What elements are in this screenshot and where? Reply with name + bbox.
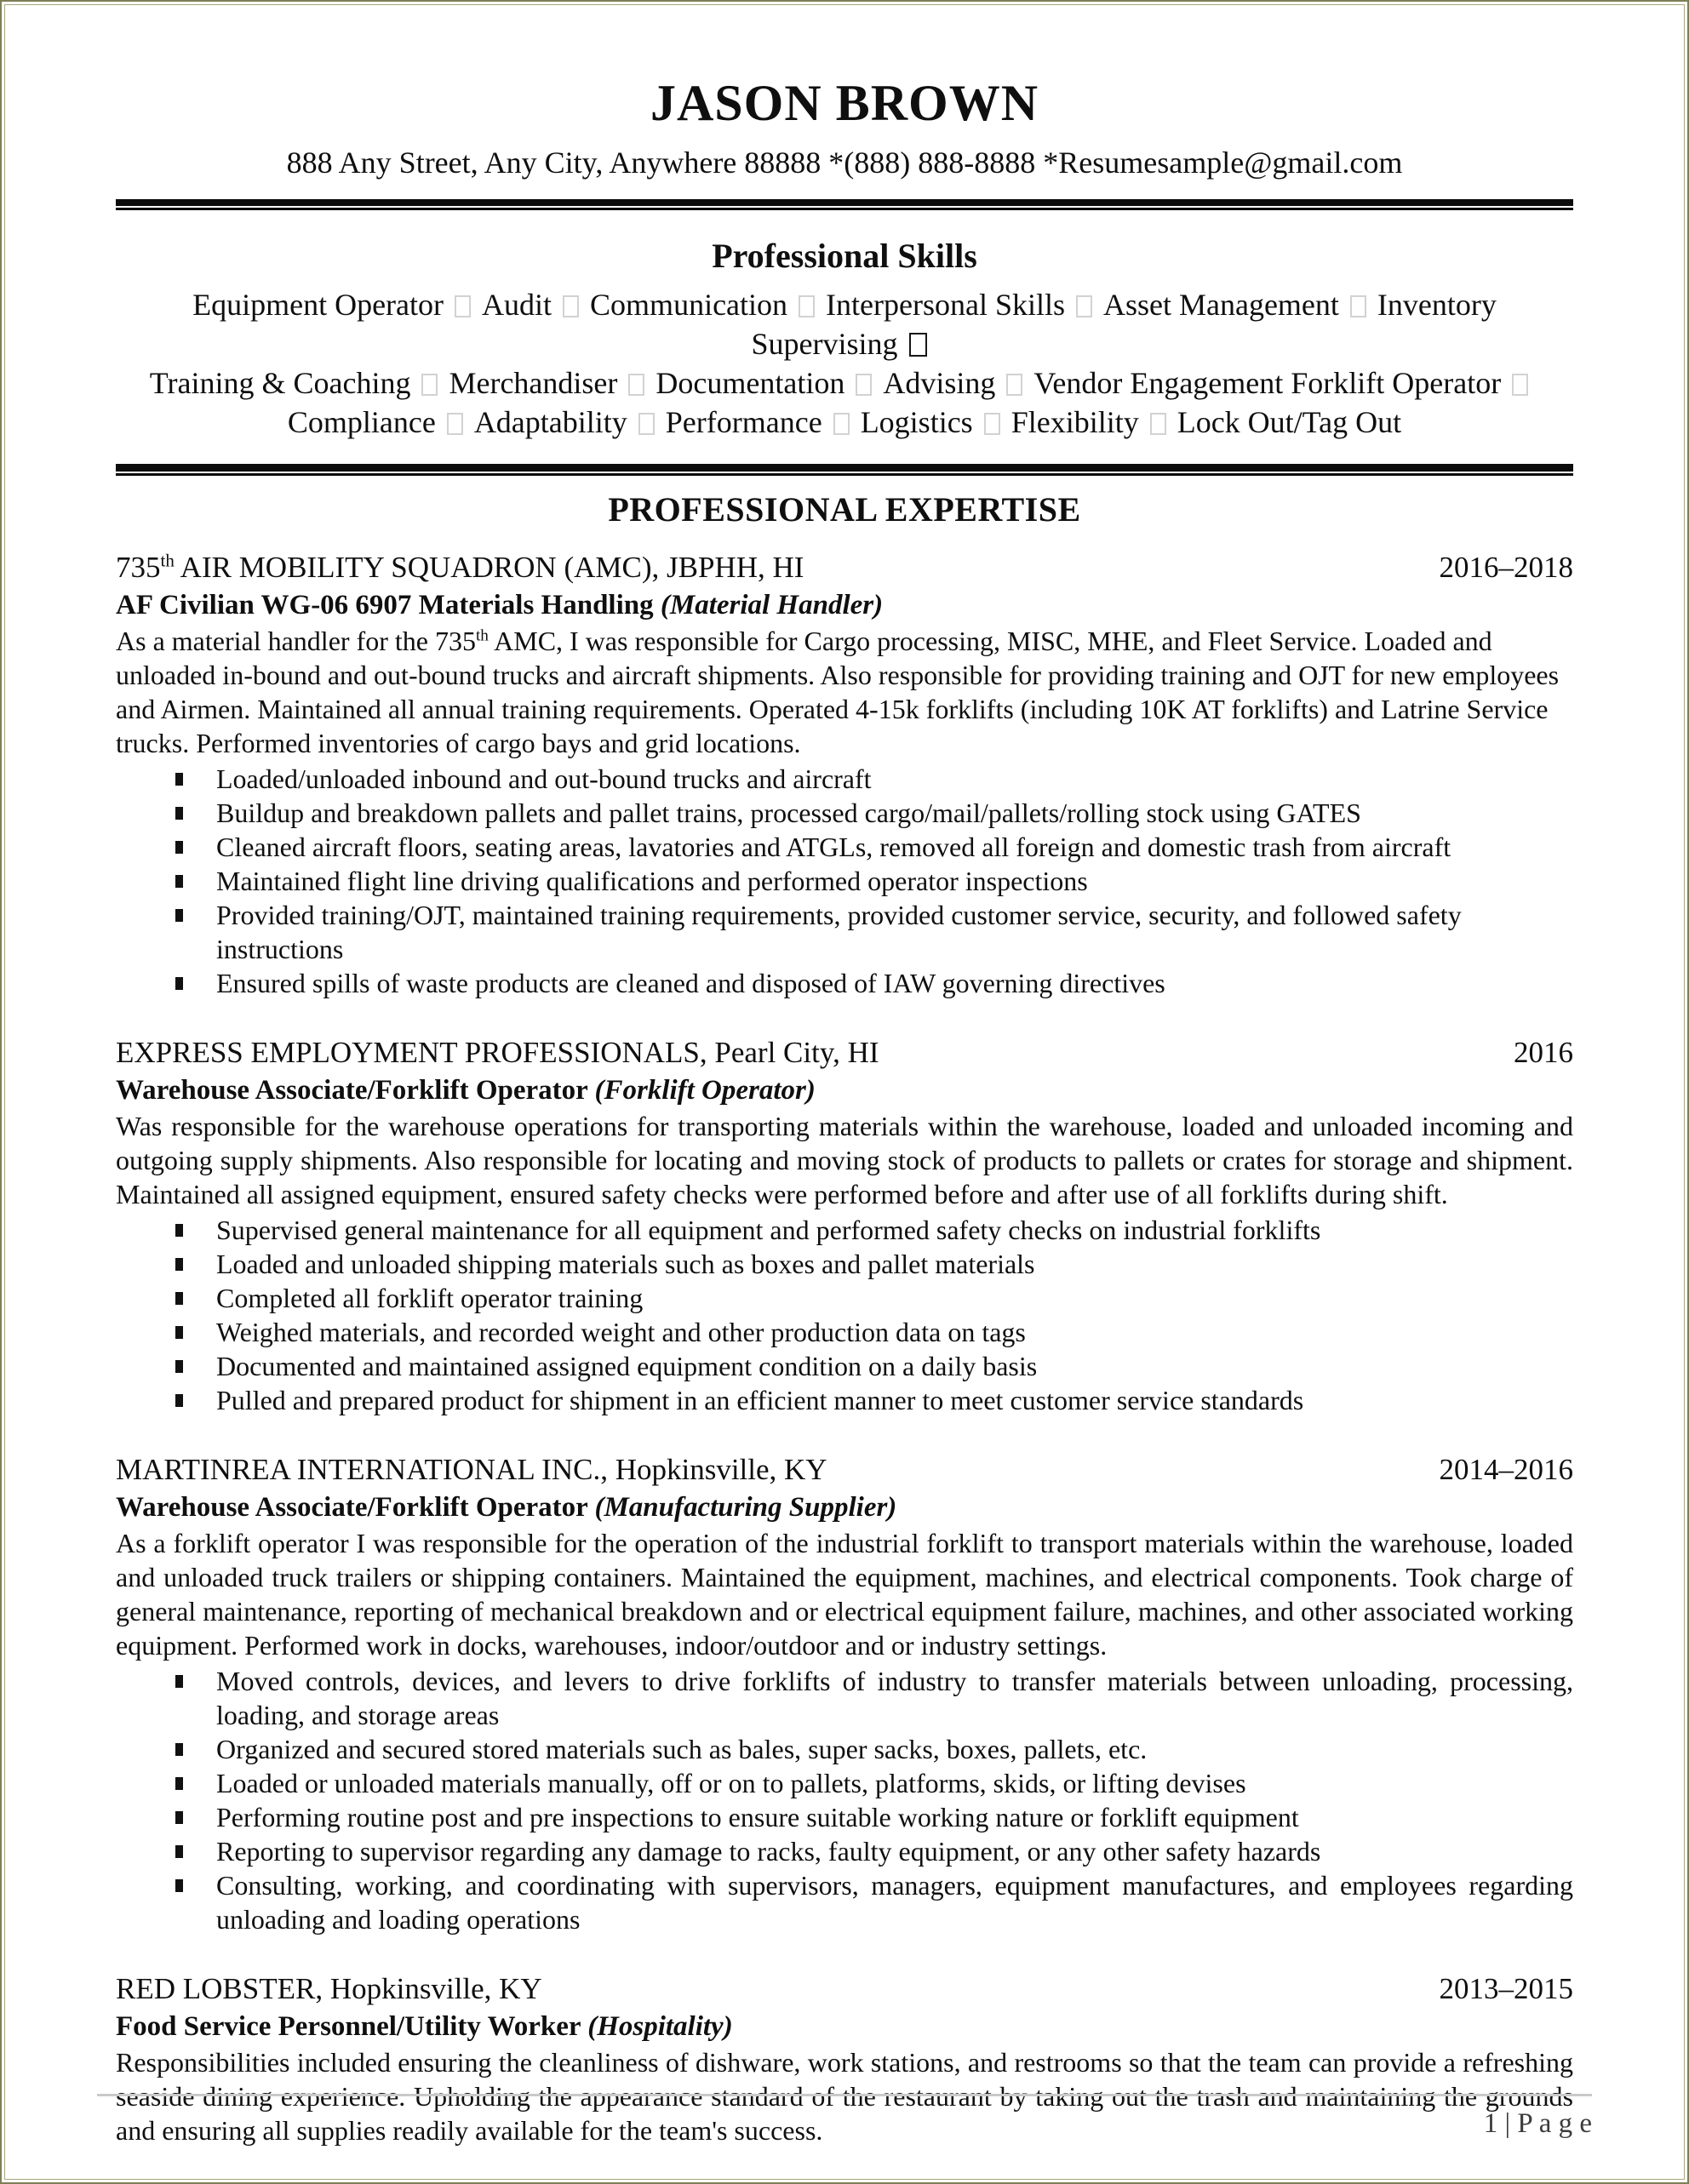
text-segment: Was responsible for the warehouse operations for transporting materials within the warehouse, loaded and unloaded incoming and outgoing supply shipments. Also responsible for locating and moving stock of products to pallets or crates for storage and shipment. Maintained all assigned equipment, ensured safety checks were performed before and after use of all forklifts during shift. bbox=[116, 1111, 1573, 1209]
bullet-square-icon bbox=[175, 1777, 183, 1790]
separator-box-icon bbox=[455, 295, 471, 317]
skills-list bbox=[116, 285, 1573, 442]
experience-bullet bbox=[116, 1834, 1573, 1868]
skill-item: Performance bbox=[665, 405, 822, 439]
bullet-text: Maintained flight line driving qualifications and performed operator inspections bbox=[216, 866, 1088, 896]
bullet-text: Supervised general maintenance for all equipment and performed safety checks on industrial forklifts bbox=[216, 1215, 1321, 1245]
job-title bbox=[116, 1489, 1573, 1526]
separator-box-icon bbox=[1150, 413, 1166, 435]
text-segment: 735 bbox=[116, 551, 161, 584]
job-title-main: Warehouse Associate/Forklift Operator bbox=[116, 1492, 595, 1523]
text-segment: Responsibilities included ensuring the cleanliness of dishware, work stations, and restrooms so that the team can provide a refreshing seaside dining experience. Upholding the appearance standard of the restaurant by taking out the trash and maintaining the grounds and ensuring all supplies readily available for the team's success. bbox=[116, 2047, 1573, 2146]
experience-bullet bbox=[116, 864, 1573, 898]
skills-heading: Professional Skills bbox=[712, 237, 977, 275]
experience-bullet bbox=[116, 1766, 1573, 1800]
bullet-square-icon bbox=[175, 977, 183, 990]
superscript-text: th bbox=[160, 550, 175, 571]
bullet-square-icon bbox=[175, 1879, 183, 1892]
separator-box-icon bbox=[1512, 374, 1528, 396]
job-title-main: AF Civilian WG-06 6907 Materials Handling bbox=[116, 590, 661, 620]
skill-item: Merchandiser bbox=[449, 366, 618, 400]
experience-bullet bbox=[116, 1732, 1573, 1766]
experience-bullet bbox=[116, 1247, 1573, 1281]
skill-item: Asset Management bbox=[1102, 288, 1339, 322]
expertise-heading: PROFESSIONAL EXPERTISE bbox=[608, 490, 1081, 529]
bullet-square-icon bbox=[175, 1292, 183, 1305]
bullet-square-icon bbox=[175, 1845, 183, 1858]
skills-line bbox=[116, 285, 1573, 363]
skill-item: Documentation bbox=[656, 366, 845, 400]
company-name bbox=[116, 549, 804, 586]
bullet-square-icon bbox=[175, 1258, 183, 1271]
job-title-parenthetical: (Manufacturing Supplier) bbox=[594, 1492, 897, 1523]
bullet-text: Moved controls, devices, and levers to drive forklifts of industry to transfer materials between unloading, processing, loading, and storage areas bbox=[216, 1666, 1573, 1730]
experience-list bbox=[116, 549, 1573, 2147]
separator-box-icon bbox=[1350, 295, 1366, 317]
text-segment: EXPRESS EMPLOYMENT PROFESSIONALS, Pearl City, HI bbox=[116, 1036, 879, 1069]
separator-box-icon bbox=[984, 413, 1000, 435]
experience-bullet bbox=[116, 796, 1573, 830]
bullet-square-icon bbox=[175, 1675, 183, 1688]
separator-box-icon bbox=[628, 374, 644, 396]
bullet-text: Completed all forklift operator training bbox=[216, 1283, 644, 1313]
separator-box-icon bbox=[856, 374, 872, 396]
bullet-square-icon bbox=[175, 1224, 183, 1237]
experience-bullet bbox=[116, 966, 1573, 1000]
skills-line bbox=[116, 363, 1573, 403]
candidate-name: JASON BROWN bbox=[650, 75, 1039, 131]
skill-item: Equipment Operator bbox=[192, 288, 444, 322]
experience-bullet bbox=[116, 830, 1573, 864]
text-segment: AMC, I was responsible for Cargo processing, MISC, MHE, and Fleet Service. Loaded and unloaded in-bound and out-bound trucks and aircraft shipments. Also responsible for providing training and OJT for new employees and Airmen. Maintained all annual training requirements. Operated 4-15k forklifts (including 10K AT forklifts) and Latrine Service trucks. Performed inventories of cargo bays and grid locations. bbox=[116, 626, 1560, 758]
experience-bullet bbox=[116, 1349, 1573, 1383]
separator-box-icon bbox=[447, 413, 463, 435]
job-dates: 2014–2016 bbox=[1439, 1453, 1573, 1486]
bullet-square-icon bbox=[175, 1811, 183, 1824]
job-header bbox=[116, 1970, 1573, 2008]
experience-bullet bbox=[116, 1868, 1573, 1936]
text-segment: As a material handler for the 735 bbox=[116, 626, 476, 656]
job-title bbox=[116, 1072, 1573, 1109]
bullet-text: Loaded or unloaded materials manually, off or on to pallets, platforms, skids, or lifting devises bbox=[216, 1768, 1246, 1798]
experience-bullet bbox=[116, 1281, 1573, 1315]
job-entry bbox=[116, 1451, 1573, 1936]
job-bullets bbox=[116, 1213, 1573, 1417]
skill-item: Communication bbox=[590, 288, 788, 322]
company-name bbox=[116, 1451, 827, 1489]
text-segment: RED LOBSTER, Hopkinsville, KY bbox=[116, 1972, 542, 2005]
skill-item: Training & Coaching bbox=[149, 366, 411, 400]
skill-item: Vendor Engagement Forklift Operator bbox=[1033, 366, 1502, 400]
job-title-parenthetical: (Material Handler) bbox=[660, 590, 884, 620]
bullet-text: Reporting to supervisor regarding any damage to racks, faulty equipment, or any other safety hazards bbox=[216, 1836, 1321, 1867]
skill-item: Interpersonal Skills bbox=[826, 288, 1065, 322]
experience-bullet bbox=[116, 1315, 1573, 1349]
page-number: 1 | P a g e bbox=[1483, 2108, 1592, 2139]
job-header bbox=[116, 1451, 1573, 1489]
company-name bbox=[116, 1970, 542, 2008]
job-header bbox=[116, 1034, 1573, 1072]
bullet-square-icon bbox=[175, 1394, 183, 1407]
job-title bbox=[116, 586, 1573, 624]
skill-item: Advising bbox=[883, 366, 996, 400]
skill-item: Logistics bbox=[860, 405, 973, 439]
skills-line bbox=[116, 403, 1573, 442]
company-name bbox=[116, 1034, 879, 1072]
bullet-text: Loaded/unloaded inbound and out-bound trucks and aircraft bbox=[216, 763, 872, 794]
job-header bbox=[116, 549, 1573, 586]
bullet-text: Loaded and unloaded shipping materials such as boxes and pallet materials bbox=[216, 1249, 1035, 1279]
separator-box-icon bbox=[638, 413, 655, 435]
job-bullets bbox=[116, 762, 1573, 1000]
experience-bullet bbox=[116, 1383, 1573, 1417]
bullet-text: Pulled and prepared product for shipment in an efficient manner to meet customer service standards bbox=[216, 1385, 1304, 1415]
bullet-text: Buildup and breakdown pallets and pallet trains, processed cargo/mail/pallets/rolling stock using GATES bbox=[216, 798, 1361, 828]
resume-content bbox=[2, 2, 1687, 2147]
skill-item: Inventory Supervising bbox=[751, 288, 1497, 361]
bullet-text: Documented and maintained assigned equipment condition on a daily basis bbox=[216, 1351, 1038, 1381]
job-title-parenthetical: (Forklift Operator) bbox=[594, 1075, 816, 1106]
bullet-square-icon bbox=[175, 875, 183, 888]
text-segment: MARTINREA INTERNATIONAL INC., Hopkinsville, KY bbox=[116, 1453, 827, 1486]
job-entry bbox=[116, 549, 1573, 1000]
job-summary bbox=[116, 1526, 1573, 1662]
experience-bullet bbox=[116, 1213, 1573, 1247]
experience-bullet bbox=[116, 762, 1573, 796]
experience-bullet bbox=[116, 1664, 1573, 1732]
bullet-square-icon bbox=[175, 909, 183, 922]
bullet-text: Provided training/OJT, maintained training requirements, provided customer service, security, and followed safety instructions bbox=[216, 900, 1462, 964]
job-entry bbox=[116, 1034, 1573, 1417]
job-title-main: Warehouse Associate/Forklift Operator bbox=[116, 1075, 595, 1106]
page-footer bbox=[97, 2094, 1592, 2140]
job-title-parenthetical: (Hospitality) bbox=[587, 2011, 733, 2042]
bullet-square-icon bbox=[175, 807, 183, 820]
job-title-main: Food Service Personnel/Utility Worker bbox=[116, 2011, 588, 2042]
skill-item: Lock Out/Tag Out bbox=[1177, 405, 1402, 439]
experience-bullet bbox=[116, 898, 1573, 966]
job-title bbox=[116, 2008, 1573, 2045]
skill-item: Audit bbox=[482, 288, 553, 322]
separator-box-icon bbox=[833, 413, 850, 435]
bullet-square-icon bbox=[175, 773, 183, 786]
bullet-square-icon bbox=[175, 1743, 183, 1756]
bullet-square-icon bbox=[175, 1360, 183, 1373]
text-segment: AIR MOBILITY SQUADRON (AMC), JBPHH, HI bbox=[174, 551, 804, 584]
skill-item: Adaptability bbox=[473, 405, 627, 439]
job-dates: 2013–2015 bbox=[1439, 1972, 1573, 2005]
separator-box-icon bbox=[799, 295, 815, 317]
experience-bullet bbox=[116, 1800, 1573, 1834]
bullet-text: Performing routine post and pre inspections to ensure suitable working nature or forklift equipment bbox=[216, 1802, 1299, 1832]
job-summary bbox=[116, 624, 1573, 760]
skills-divider bbox=[116, 464, 1573, 476]
bullet-text: Organized and secured stored materials such as bales, super sacks, boxes, pallets, etc. bbox=[216, 1734, 1148, 1764]
job-dates: 2016 bbox=[1514, 1036, 1573, 1069]
separator-box-icon bbox=[1076, 295, 1092, 317]
contact-line: 888 Any Street, Any City, Anywhere 88888 *(888) 888-8888 *Resumesample@gmail.com bbox=[286, 146, 1403, 180]
header-divider bbox=[116, 199, 1573, 210]
bullet-square-icon bbox=[175, 841, 183, 854]
superscript-text: th bbox=[475, 626, 489, 645]
text-segment: As a forklift operator I was responsible for the operation of the industrial forklift to transport materials within the warehouse, loaded and unloaded truck trailers or shipping containers. Maintained the equipment, machines, and electrical components. Took charge of general maintenance, reporting of mechanical breakdown and or electrical equipment failure, machines, and other associated working equipment. Performed work in docks, warehouses, indoor/outdoor and or industry settings. bbox=[116, 1528, 1573, 1661]
bullet-text: Cleaned aircraft floors, seating areas, lavatories and ATGLs, removed all foreign and domestic trash from aircraft bbox=[216, 832, 1451, 862]
skill-item: Compliance bbox=[287, 405, 436, 439]
bullet-text: Ensured spills of waste products are cleaned and disposed of IAW governing directives bbox=[216, 968, 1165, 998]
job-dates: 2016–2018 bbox=[1439, 551, 1573, 584]
separator-box-icon bbox=[563, 295, 579, 317]
separator-box-icon bbox=[909, 333, 927, 357]
separator-box-icon bbox=[1006, 374, 1022, 396]
bullet-square-icon bbox=[175, 1326, 183, 1339]
bullet-text: Consulting, working, and coordinating with supervisors, managers, equipment manufactures, and employees regarding unloading and loading operations bbox=[216, 1870, 1573, 1935]
job-bullets bbox=[116, 1664, 1573, 1936]
separator-box-icon bbox=[421, 374, 438, 396]
job-summary bbox=[116, 1109, 1573, 1211]
bullet-text: Weighed materials, and recorded weight and other production data on tags bbox=[216, 1317, 1026, 1347]
skill-item: Flexibility bbox=[1011, 405, 1139, 439]
